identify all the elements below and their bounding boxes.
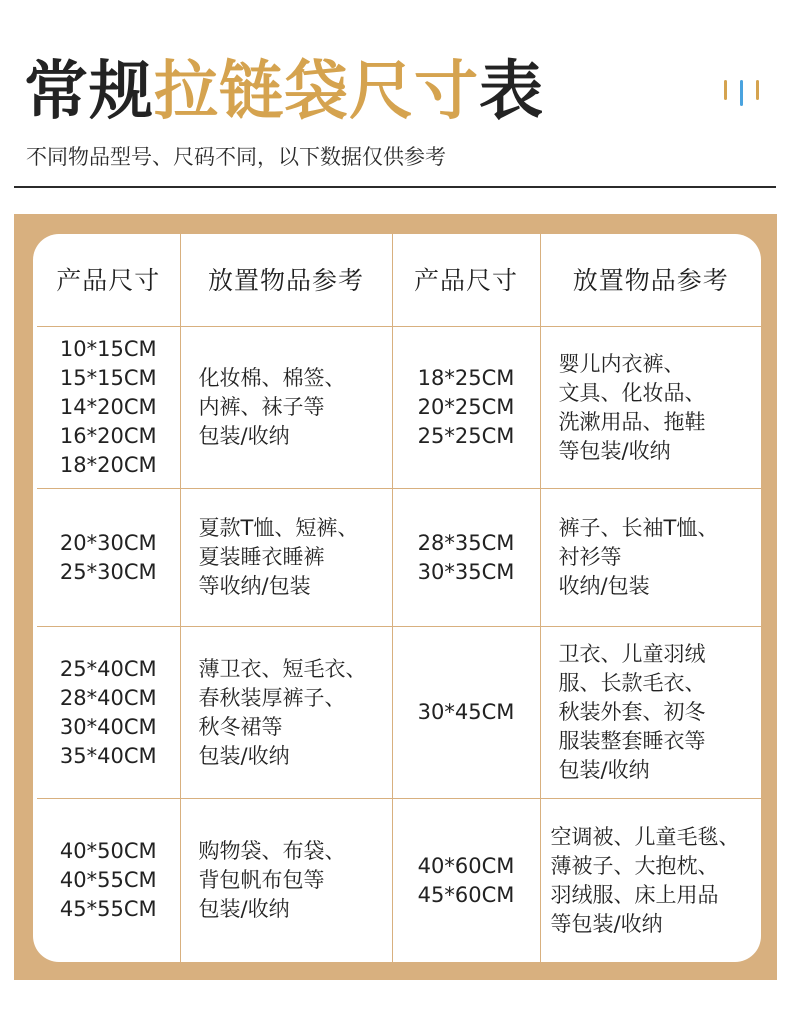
title-part-1: 常规 — [24, 55, 154, 129]
usage-line: 羽绒服、床上用品 — [550, 882, 719, 907]
usage-line: 包装/收纳 — [198, 897, 290, 922]
usage-line: 服、长款毛衣、 — [558, 671, 706, 695]
table-row — [37, 327, 761, 489]
size-cell — [37, 327, 180, 489]
size-value: 10*15CM — [59, 337, 157, 361]
header-size-1: 产品尺寸 — [37, 234, 180, 327]
usage-line: 服装整套睡衣等 — [558, 729, 706, 753]
usage-cell — [180, 327, 392, 489]
size-cell — [37, 489, 180, 627]
usage-line: 化妆棉、棉签、 — [198, 366, 346, 390]
usage-line: 秋装外套、初冬 — [558, 700, 706, 724]
size-value: 30*45CM — [417, 700, 515, 724]
usage-line: 秋冬裙等 — [198, 714, 283, 739]
usage-line: 空调被、儿童毛毯、 — [550, 824, 740, 849]
size-value: 30*40CM — [59, 714, 157, 739]
table-row — [37, 627, 761, 799]
size-value: 20*30CM — [59, 530, 157, 555]
usage-line: 薄卫衣、短毛衣、 — [198, 656, 367, 681]
size-value: 40*55CM — [59, 868, 157, 893]
size-value: 15*15CM — [59, 366, 157, 390]
usage-line: 等收纳/包装 — [198, 574, 311, 598]
size-value: 30*35CM — [417, 559, 515, 584]
usage-line: 薄被子、大抱枕、 — [550, 853, 719, 878]
size-value: 28*40CM — [59, 685, 157, 710]
page-subtitle: 不同物品型号、尺码不同，以下数据仅供参考 — [26, 145, 446, 169]
table-header-row — [37, 234, 761, 327]
title-part-3: 表 — [479, 55, 544, 129]
size-cell — [392, 627, 540, 799]
size-table-card — [33, 234, 761, 962]
size-value: 25*25CM — [417, 424, 515, 448]
header-size-2: 产品尺寸 — [392, 234, 540, 327]
usage-line: 洗漱用品、拖鞋 — [558, 409, 706, 434]
usage-cell — [540, 799, 761, 963]
size-value: 45*60CM — [417, 882, 515, 907]
size-value: 20*25CM — [417, 395, 515, 419]
header-usage-1: 放置物品参考 — [180, 234, 392, 327]
size-value: 45*55CM — [59, 897, 157, 922]
usage-line: 等包装/收纳 — [558, 438, 671, 463]
usage-line: 衬衫等 — [558, 545, 622, 569]
size-value: 25*30CM — [59, 559, 157, 584]
usage-cell — [540, 327, 761, 489]
size-value: 18*20CM — [59, 453, 157, 477]
usage-line: 购物袋、布袋、 — [198, 839, 346, 864]
usage-line: 春秋装厚裤子、 — [198, 685, 346, 710]
size-cell — [392, 799, 540, 963]
title-part-2: 拉链袋尺寸 — [154, 55, 479, 129]
usage-cell — [180, 799, 392, 963]
size-value: 40*60CM — [417, 853, 515, 878]
usage-line: 内裤、袜子等 — [198, 395, 325, 419]
size-value: 14*20CM — [59, 395, 157, 419]
usage-line: 背包帆布包等 — [198, 868, 325, 893]
usage-line: 包装/收纳 — [558, 758, 650, 782]
size-value: 18*25CM — [417, 366, 515, 390]
header-usage-2: 放置物品参考 — [540, 234, 761, 327]
usage-line: 夏装睡衣睡裤 — [198, 545, 325, 569]
size-value: 28*35CM — [417, 530, 515, 555]
size-value: 16*20CM — [59, 424, 157, 448]
usage-line: 收纳/包装 — [558, 574, 650, 598]
usage-cell — [540, 627, 761, 799]
size-cell — [392, 489, 540, 627]
table-row — [37, 489, 761, 627]
size-value: 35*40CM — [59, 743, 157, 768]
usage-line: 卫衣、儿童羽绒 — [558, 642, 706, 666]
size-cell — [392, 327, 540, 489]
page-title — [24, 52, 544, 132]
usage-line: 婴儿内衣裤、 — [558, 351, 685, 376]
usage-line: 包装/收纳 — [198, 743, 290, 768]
usage-line: 夏款T恤、短裤、 — [198, 516, 359, 540]
usage-line: 文具、化妆品、 — [558, 380, 706, 405]
usage-cell — [180, 627, 392, 799]
size-value: 25*40CM — [59, 656, 157, 681]
usage-line: 等包装/收纳 — [550, 911, 663, 936]
header-divider — [14, 186, 776, 188]
usage-line: 裤子、长袖T恤、 — [558, 516, 719, 540]
size-value: 40*50CM — [59, 839, 157, 864]
usage-line: 包装/收纳 — [198, 424, 290, 448]
table-row — [37, 799, 761, 963]
usage-cell — [540, 489, 761, 627]
size-cell — [37, 799, 180, 963]
size-table — [37, 234, 761, 962]
usage-cell — [180, 489, 392, 627]
size-cell — [37, 627, 180, 799]
